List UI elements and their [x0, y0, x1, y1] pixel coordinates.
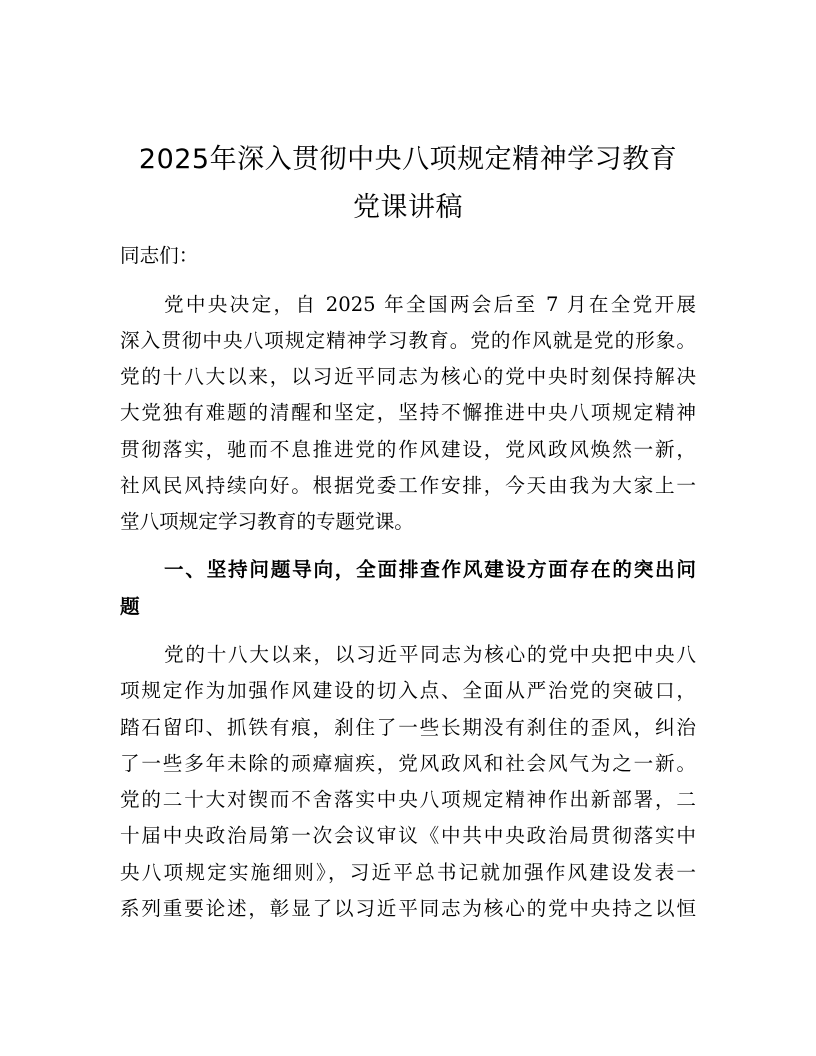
paragraph-2-line: 系列重要论述，彰显了以习近平同志为核心的党中央持之以恒	[120, 897, 696, 920]
paragraph-1-line: 堂八项规定学习教育的专题党课。	[120, 510, 414, 533]
salutation: 同志们：	[120, 244, 199, 267]
paragraph-1-line: 深入贯彻中央八项规定精神学习教育。党的作风就是党的形象。	[120, 329, 696, 352]
paragraph-1-line: 贯彻落实，驰而不息推进党的作风建设，党风政风焕然一新，	[120, 438, 696, 461]
paragraph-1-line: 社风民风持续向好。根据党委工作安排，今天由我为大家上一	[120, 474, 696, 497]
paragraph-1-line: 党的十八大以来，以习近平同志为核心的党中央时刻保持解决	[120, 365, 696, 388]
document-title-line-2: 党课讲稿	[353, 192, 463, 223]
paragraph-1-line: 党中央决定，自 2025 年全国两会后至 7 月在全党开展	[164, 293, 696, 316]
paragraph-2-line: 项规定作为加强作风建设的切入点、全面从严治党的突破口，	[120, 679, 696, 702]
paragraph-2-line: 十届中央政治局第一次会议审议《中共中央政治局贯彻落实中	[120, 824, 696, 847]
paragraph-2-line: 党的二十大对锲而不舍落实中央八项规定精神作出新部署，二	[120, 788, 696, 811]
paragraph-2-line: 了一些多年未除的顽瘴痼疾，党风政风和社会风气为之一新。	[120, 752, 696, 775]
document-title-line-1: 2025年深入贯彻中央八项规定精神学习教育	[138, 144, 678, 175]
paragraph-1-line: 大党独有难题的清醒和坚定，坚持不懈推进中央八项规定精神	[120, 401, 696, 424]
paragraph-2-line: 踏石留印、抓铁有痕，刹住了一些长期没有刹住的歪风，纠治	[120, 716, 696, 739]
paragraph-2-line: 央八项规定实施细则》，习近平总书记就加强作风建设发表一	[120, 861, 696, 884]
section-heading-1-continued: 题	[120, 595, 140, 618]
paragraph-2-line: 党的十八大以来，以习近平同志为核心的党中央把中央八	[164, 643, 696, 666]
section-heading-1: 一、坚持问题导向，全面排查作风建设方面存在的突出问	[164, 558, 696, 581]
